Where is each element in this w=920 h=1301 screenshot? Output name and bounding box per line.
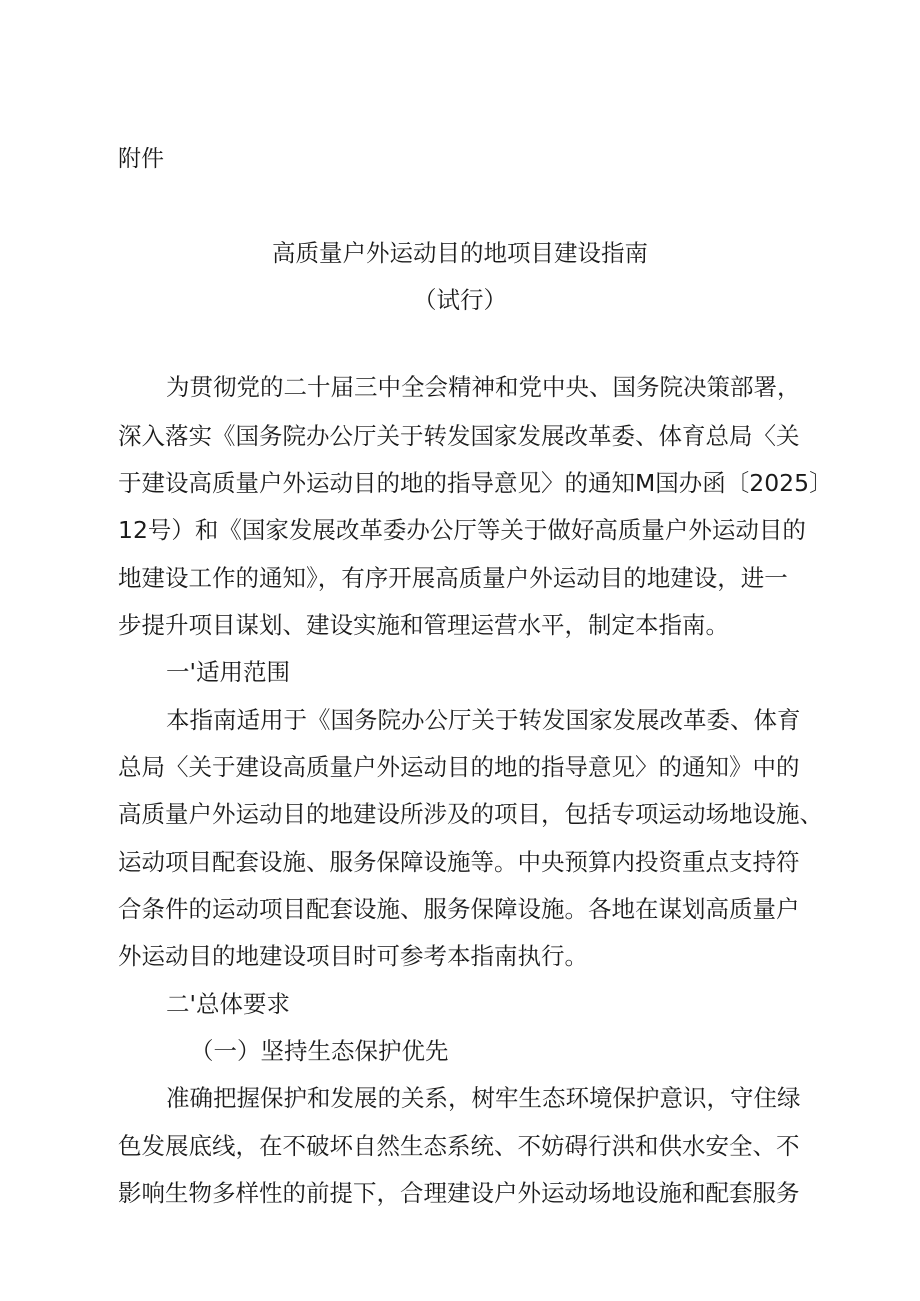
paragraph-line: 地建设工作的通知》，有序开展高质量户外运动目的地建设，进一 (118, 564, 788, 592)
section-heading-requirements: 二'总体要求 (166, 990, 290, 1018)
document-title: 高质量户外运动目的地项目建设指南 (272, 239, 648, 267)
paragraph-line: 步提升项目谋划、建设实施和管理运营水平，制定本指南。 (118, 611, 729, 639)
section-heading-scope: 一'适用范围 (166, 658, 290, 686)
paragraph-line: 高质量户外运动目的地建设所涉及的项目，包括专项运动场地设施、 (118, 800, 823, 828)
paragraph-line: 12号）和《国家发展改革委办公厅等关于做好高质量户外运动目的 (118, 516, 806, 544)
paragraph-line: 本指南适用于《国务院办公厅关于转发国家发展改革委、体育 (166, 706, 801, 734)
paragraph-line: 深入落实《国务院办公厅关于转发国家发展改革委、体育总局〈关 (118, 422, 800, 450)
paragraph-line: 合条件的运动项目配套设施、服务保障设施。各地在谋划高质量户 (118, 895, 800, 923)
paragraph-line: 总局〈关于建设高质量户外运动目的地的指导意见〉的通知》中的 (118, 753, 800, 781)
paragraph-line: 影响生物多样性的前提下，合理建设户外运动场地设施和配套服务 (118, 1179, 800, 1207)
paragraph-line: 于建设高质量户外运动目的地的指导意见〉的通知M国办函〔2025〕 (118, 469, 833, 497)
paragraph-line: 准确把握保护和发展的关系，树牢生态环境保护意识，守住绿 (166, 1084, 801, 1112)
paragraph-line: 运动项目配套设施、服务保障设施等。中央预算内投资重点支持符 (118, 848, 800, 876)
paragraph-line: 为贯彻党的二十届三中全会精神和党中央、国务院决策部署， (166, 373, 801, 401)
attachment-label: 附件 (118, 146, 164, 172)
paragraph-line: 色发展底线，在不破坏自然生态系统、不妨碍行洪和供水安全、不 (118, 1132, 800, 1160)
document-subtitle: （试行） (413, 286, 507, 314)
subsection-heading-eco: （一）坚持生态保护优先 (190, 1037, 449, 1065)
paragraph-line: 外运动目的地建设项目时可参考本指南执行。 (118, 942, 588, 970)
